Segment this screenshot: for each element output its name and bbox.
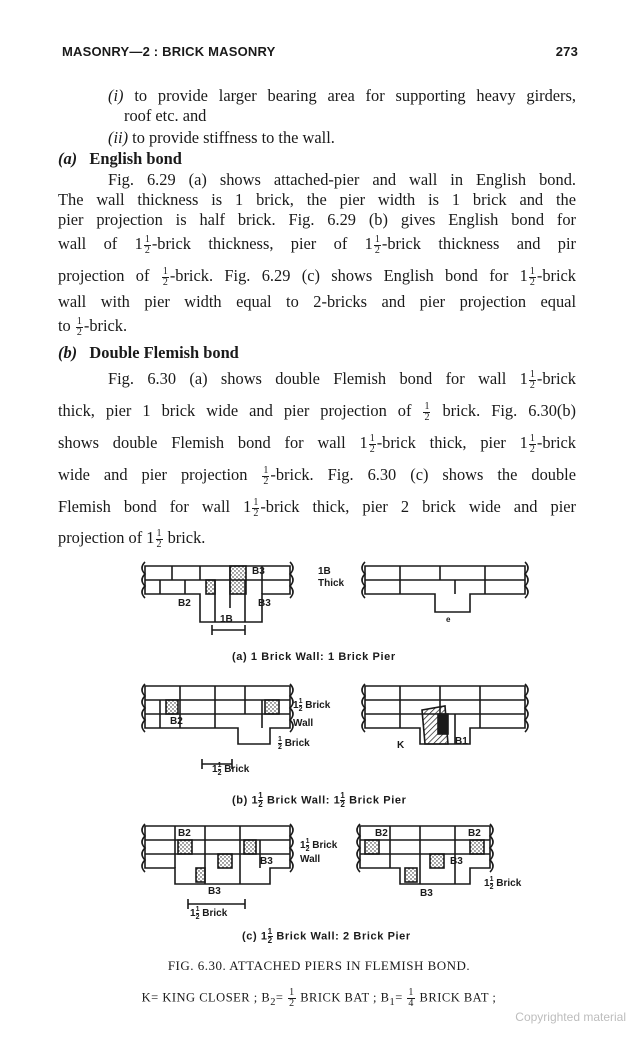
label-brick: 1 $\frac{1}{2}$ Brick [484, 876, 522, 891]
label-b3: B3 [252, 566, 265, 577]
label-b3: B3 [260, 856, 273, 867]
caption-c: (c) 1 $\frac{1}{2}$ Brick Wall: 2 Brick Pier [242, 927, 411, 945]
label-b3: B3 [258, 598, 271, 609]
diagram-b-right [362, 684, 528, 744]
figure-caption: FIG. 6.30. ATTACHED PIERS IN FLEMISH BOND. [167, 958, 471, 973]
para-line: projection of 1 $\frac{1}{2}$ brick. [58, 527, 206, 550]
fraction-half: $\frac{1}{2}$ [424, 400, 430, 423]
para-line: wall with pier width equal to 2-bricks and pier projection equal [58, 292, 576, 311]
running-header: MASONRY—2 : BRICK MASONRY [62, 44, 276, 59]
label-b2: B2 [178, 828, 191, 839]
fraction-half: $\frac{1}{2}$ [529, 265, 535, 288]
section-heading-flemish-bond: (b) Double Flemish bond [58, 343, 239, 362]
para-line: wide and pier projection $\frac{1}{2}$ -brick. Fig. 6.30 (c) shows the double [58, 464, 576, 487]
label-b2: B2 [375, 828, 388, 839]
fraction-half: $\frac{1}{2}$ [76, 315, 82, 338]
fraction-half: $\frac{1}{2}$ [374, 233, 380, 256]
label-b2: B2 [178, 598, 191, 609]
label-b1: B1 [455, 736, 468, 747]
caption-b: (b) 1 $\frac{1}{2}$ Brick Wall: 1 $\frac{1}{2}$ Brick Pier [232, 791, 407, 809]
para-line: thick, pier 1 brick wide and pier projection of $\frac{1}{2}$ brick. Fig. 6.30(b) [58, 400, 577, 423]
label-1b-thick: 1B [318, 566, 331, 577]
label-b3: B3 [450, 856, 463, 867]
fraction-half: $\frac{1}{2}$ [529, 432, 535, 455]
fraction-half: $\frac{1}{2}$ [144, 233, 150, 256]
para-line: Fig. 6.30 (a) shows double Flemish bond for wall 1 $\frac{1}{2}$ -brick [108, 368, 576, 391]
list-item-i-cont: roof etc. and [124, 106, 207, 125]
label-brick: 1 $\frac{1}{2}$ Brick [300, 838, 338, 853]
label-b3: B3 [420, 888, 433, 899]
page-number: 273 [555, 44, 578, 59]
list-item-ii: (ii) to provide stiffness to the wall. [108, 128, 335, 147]
fraction-half: $\frac{1}{2}$ [529, 368, 535, 391]
label-1b-thick: Thick [318, 578, 345, 589]
label-wall: Wall [300, 854, 321, 865]
label-brick: 1 $\frac{1}{2}$ Brick [293, 698, 331, 713]
para-line: pier projection is half brick. Fig. 6.29 (b) gives English bond for [58, 210, 576, 229]
label-wall: Wall [293, 718, 314, 729]
label-brick: 1 $\frac{1}{2}$ Brick [212, 762, 250, 777]
label-1b: 1B [220, 614, 233, 625]
diagram-b-left [142, 684, 293, 769]
fraction-half: $\frac{1}{2}$ [162, 265, 168, 288]
fraction-half: $\frac{1}{2}$ [156, 527, 162, 550]
para-line: The wall thickness is 1 brick, the pier width is 1 brick and the [58, 190, 576, 209]
label-e: e [446, 615, 451, 624]
diagram-a-right [362, 562, 528, 612]
label-b3: B3 [208, 886, 221, 897]
watermark: Copyrighted material [515, 1010, 626, 1024]
label-b2: B2 [170, 716, 183, 727]
label-b2: B2 [468, 828, 481, 839]
para-line: wall of 1 $\frac{1}{2}$ -brick thickness, pier of 1 $\frac{1}{2}$ -brick thickness and pir [58, 233, 576, 256]
label-brick: $\frac{1}{2}$ Brick [278, 736, 310, 751]
fraction-half: $\frac{1}{2}$ [253, 496, 259, 519]
fraction-half: $\frac{1}{2}$ [369, 432, 375, 455]
caption-a: (a) 1 Brick Wall: 1 Brick Pier [232, 651, 396, 663]
figure-legend: K= KING CLOSER ; $B_2=$ $\frac{1}{2}$ BRICK BAT ; $B_1=$ $\frac{1}{4}$ BRICK BAT ; [141, 987, 497, 1009]
para-line: Flemish bond for wall 1 $\frac{1}{2}$ -brick thick, pier 2 brick wide and pier [58, 496, 576, 519]
list-item-i: (i) to provide larger bearing area for supporting heavy girders, [108, 86, 576, 105]
section-heading-english-bond: (a) English bond [58, 149, 182, 168]
label-brick: 1 $\frac{1}{2}$ Brick [190, 906, 228, 921]
fraction-half: $\frac{1}{2}$ [263, 464, 269, 487]
label-k: K [397, 740, 405, 751]
para-line: Fig. 6.29 (a) shows attached-pier and wall in English bond. [108, 170, 576, 189]
para-line: projection of $\frac{1}{2}$ -brick. Fig. 6.29 (c) shows English bond for 1 $\frac{1}{2}$ -brick [58, 265, 576, 288]
para-line: shows double Flemish bond for wall 1 $\frac{1}{2}$ -brick thick, pier 1 $\frac{1}{2}$ -brick [58, 432, 576, 455]
para-line: to $\frac{1}{2}$ -brick. [58, 315, 128, 338]
